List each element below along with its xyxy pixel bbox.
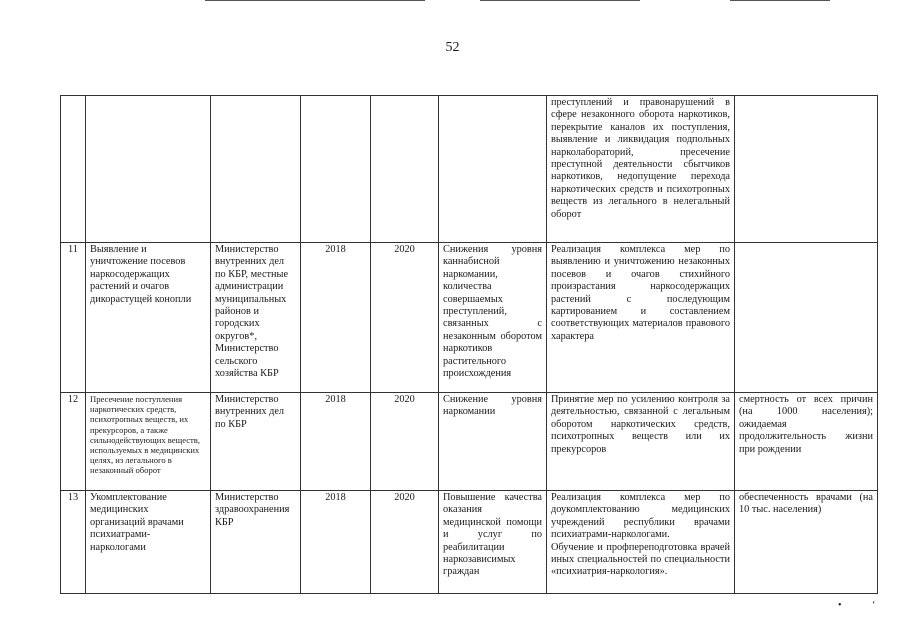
executor-cell: Министерство внутренних дел по КБР: [211, 393, 301, 491]
result-cell: [439, 96, 547, 243]
content-cell: преступлений и правонарушений в сфере незаконного оборота наркотиков, перекрытие каналов их поступления, выявление и ликвидация подпольных нарколабораторий, пресечение преступной деятельности сбытчиков наркотиков, недопущение перехода наркотических средств и психотропных веществ из легального в нелегальный оборот: [547, 96, 735, 243]
header-rule-right: [730, 0, 830, 1]
row-number: 11: [61, 243, 86, 393]
executor-cell: Министерство внутренних дел по КБР, местные администрации муниципальных районов и городских округов*, Министерство сельского хозяйства КБР: [211, 243, 301, 393]
end-year-cell: [371, 96, 439, 243]
content-cell: Принятие мер по усилению контроля за деятельностью, связанной с легальным оборотом наркотических средств, психотропных веществ или их прекурсоров: [547, 393, 735, 491]
row-number: 13: [61, 491, 86, 594]
event-cell: [86, 96, 211, 243]
result-cell: Снижение уровня наркомании: [439, 393, 547, 491]
start-year-cell: 2018: [301, 491, 371, 594]
indicator-cell: смертность от всех причин (на 1000 населения); ожидаемая продолжительность жизни при рождении: [735, 393, 878, 491]
executor-cell: Министерство здравоохранения КБР: [211, 491, 301, 594]
result-cell: Снижения уровня каннабисной наркомании, количества совершаемых преступлений, связанных с незаконным оборотом наркотиков растительного происхождения: [439, 243, 547, 393]
content-paragraph: Обучение и профпереподготовка врачей иных специальностей по специальности «психиатрия-наркология».: [551, 541, 730, 578]
end-year-cell: 2020: [371, 491, 439, 594]
table-row: [61, 491, 878, 594]
indicator-cell: [735, 243, 878, 393]
executor-cell: [211, 96, 301, 243]
event-cell: Выявление и уничтожение посевов наркосодержащих растений и очагов дикорастущей конопли: [86, 243, 211, 393]
end-year-cell: 2020: [371, 393, 439, 491]
row-number: 12: [61, 393, 86, 491]
indicator-cell: обеспеченность врачами (на 10 тыс. населения): [735, 491, 878, 594]
start-year-cell: 2018: [301, 243, 371, 393]
row-number: [61, 96, 86, 243]
page-number: 52: [445, 40, 460, 55]
start-year-cell: [301, 96, 371, 243]
indicator-cell: [735, 96, 878, 243]
table-row: [61, 393, 878, 491]
table-row: [61, 96, 878, 243]
program-table: [60, 95, 878, 594]
event-cell: Пресечение поступления наркотических средств, психотропных веществ, их прекурсоров, а также сильнодействующих веществ, используемых в медицинских целях, из легального в незаконный оборот: [86, 393, 211, 491]
event-cell: Укомплектование медицинских организаций врачами психиатрами-наркологами: [86, 491, 211, 594]
content-cell: [547, 491, 735, 594]
scan-mark: •: [838, 600, 842, 611]
result-cell: Повышение качества оказания медицинской помощи и услуг по реабилитации наркозависимых граждан: [439, 491, 547, 594]
content-cell: Реализация комплекса мер по выявлению и уничтожению незаконных посевов и очагов стихийного произрастания наркосодержащих растений с последующим картированием и составлением соответствующих материалов правового характера: [547, 243, 735, 393]
content-paragraph: Реализация комплекса мер по доукомплектованию медицинских учреждений республики врачами психиатрами-наркологами.: [551, 492, 730, 541]
end-year-cell: 2020: [371, 243, 439, 393]
header-rule-left: [205, 0, 425, 1]
start-year-cell: 2018: [301, 393, 371, 491]
table-row: [61, 243, 878, 393]
header-rule-mid: [480, 0, 640, 1]
scan-mark: ‘: [872, 600, 876, 611]
